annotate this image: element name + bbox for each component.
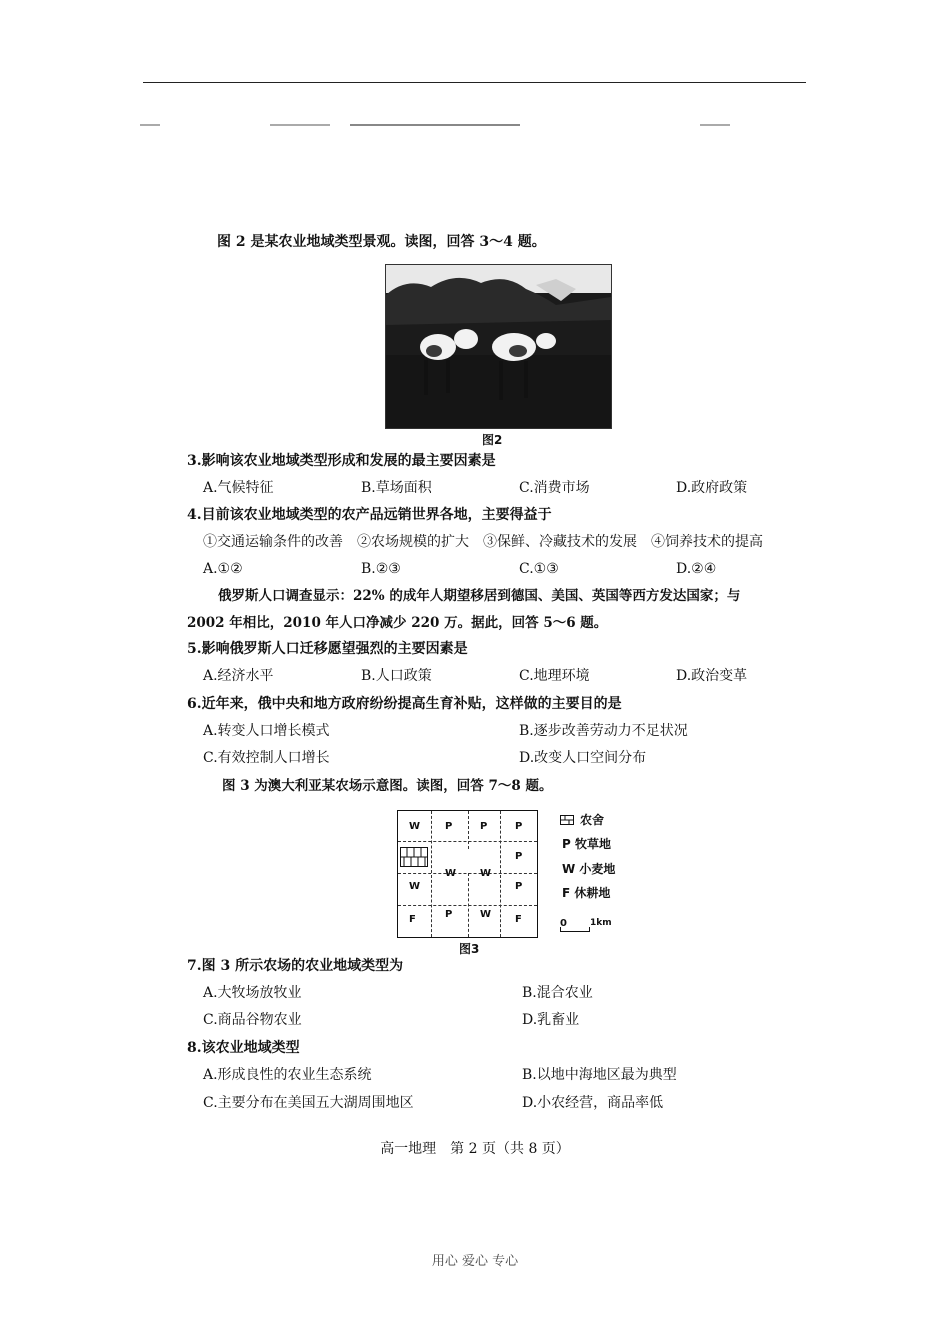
scale-unit: 1km (590, 918, 612, 928)
q7-option-b: B.混合农业 (522, 985, 593, 1001)
q4-option-b: B.②③ (361, 561, 401, 577)
q8-stem: 8.该农业地域类型 (187, 1040, 300, 1056)
map-cell: P (515, 821, 523, 832)
map-cell: P (445, 821, 453, 832)
farmhouse-legend-icon (560, 815, 574, 825)
map-cell: F (515, 914, 522, 925)
q7-stem: 7.图 3 所示农场的农业地域类型为 (187, 958, 404, 974)
q5-option-a: A.经济水平 (203, 668, 274, 684)
q6-option-c: C.有效控制人口增长 (203, 750, 330, 766)
q4-items: ①交通运输条件的改善 ②农场规模的扩大 ③保鲜、冷藏技术的发展 ④饲养技术的提高 (203, 534, 763, 550)
header-rule (143, 82, 806, 83)
q4-option-c: C.①③ (519, 561, 559, 577)
q3-stem: 3.影响该农业地域类型形成和发展的最主要因素是 (187, 453, 496, 469)
q4-stem: 4.目前该农业地域类型的农产品远销世界各地，主要得益于 (187, 507, 552, 523)
map-cell: P (515, 851, 523, 862)
q8-option-a: A.形成良性的农业生态系统 (203, 1067, 372, 1083)
scale-bar (560, 918, 620, 938)
legend-wheat: W 小麦地 (562, 862, 616, 876)
q8-option-b: B.以地中海地区最为典型 (522, 1067, 677, 1083)
q3-option-c: C.消费市场 (519, 480, 590, 496)
scan-smudge (140, 120, 800, 130)
q3-option-b: B.草场面积 (361, 480, 432, 496)
q7-option-a: A.大牧场放牧业 (203, 985, 302, 1001)
q6-option-b: B.逐步改善劳动力不足状况 (519, 723, 688, 739)
scale-zero: 0 (560, 918, 567, 929)
map-cell: F (409, 914, 416, 925)
legend-fallow: F 休耕地 (562, 886, 611, 900)
q4-option-a: A.①② (203, 561, 243, 577)
bottom-note: 用心 爱心 专心 (431, 1254, 519, 1269)
q5-stem: 5.影响俄罗斯人口迁移愿望强烈的主要因素是 (187, 641, 468, 657)
q8-option-d: D.小农经营，商品率低 (522, 1095, 664, 1111)
q5-option-c: C.地理环境 (519, 668, 590, 684)
q3-option-a: A.气候特征 (203, 480, 274, 496)
map-cell: W (480, 909, 492, 920)
map-cell: P (445, 909, 453, 920)
q6-option-d: D.改变人口空间分布 (519, 750, 647, 766)
q3-option-d: D.政府政策 (676, 480, 748, 496)
fig3-farm-map (397, 810, 538, 938)
q8-option-c: C.主要分布在美国五大湖周围地区 (203, 1095, 414, 1111)
legend-pasture: P 牧草地 (562, 837, 611, 851)
map-cell: W (445, 868, 457, 879)
map-cell: W (409, 881, 421, 892)
q6-option-a: A.转变人口增长模式 (203, 723, 330, 739)
map-cell: W (480, 868, 492, 879)
q6-stem: 6.近年来，俄中央和地方政府纷纷提高生育补贴，这样做的主要目的是 (187, 696, 622, 712)
fig3-caption: 图3 (459, 942, 480, 956)
fig2-caption: 图2 (482, 433, 503, 447)
legend-farmhouse: 农舍 (580, 813, 605, 827)
intro-russia-line2: 2002 年相比，2010 年人口净减少 220 万。据此，回答 5～6 题。 (187, 615, 608, 631)
page-footer: 高一地理 第 2 页（共 8 页） (380, 1141, 570, 1157)
q4-option-d: D.②④ (676, 561, 717, 577)
map-cell: P (480, 821, 488, 832)
intro-fig2: 图 2 是某农业地域类型景观。读图，回答 3～4 题。 (217, 234, 546, 250)
q5-option-d: D.政治变革 (676, 668, 748, 684)
map-cell: W (409, 821, 421, 832)
q7-option-c: C.商品谷物农业 (203, 1012, 302, 1028)
cattle-pasture-image (386, 265, 611, 428)
q5-option-b: B.人口政策 (361, 668, 432, 684)
fig2-photo (385, 264, 612, 429)
intro-fig3: 图 3 为澳大利亚某农场示意图。读图，回答 7～8 题。 (222, 778, 553, 794)
intro-russia-line1: 俄罗斯人口调查显示：22% 的成年人期望移居到德国、美国、英国等西方发达国家；与 (218, 588, 741, 604)
map-cell: P (515, 881, 523, 892)
q7-option-d: D.乳畜业 (522, 1012, 580, 1028)
farmhouse-icon (400, 847, 428, 867)
